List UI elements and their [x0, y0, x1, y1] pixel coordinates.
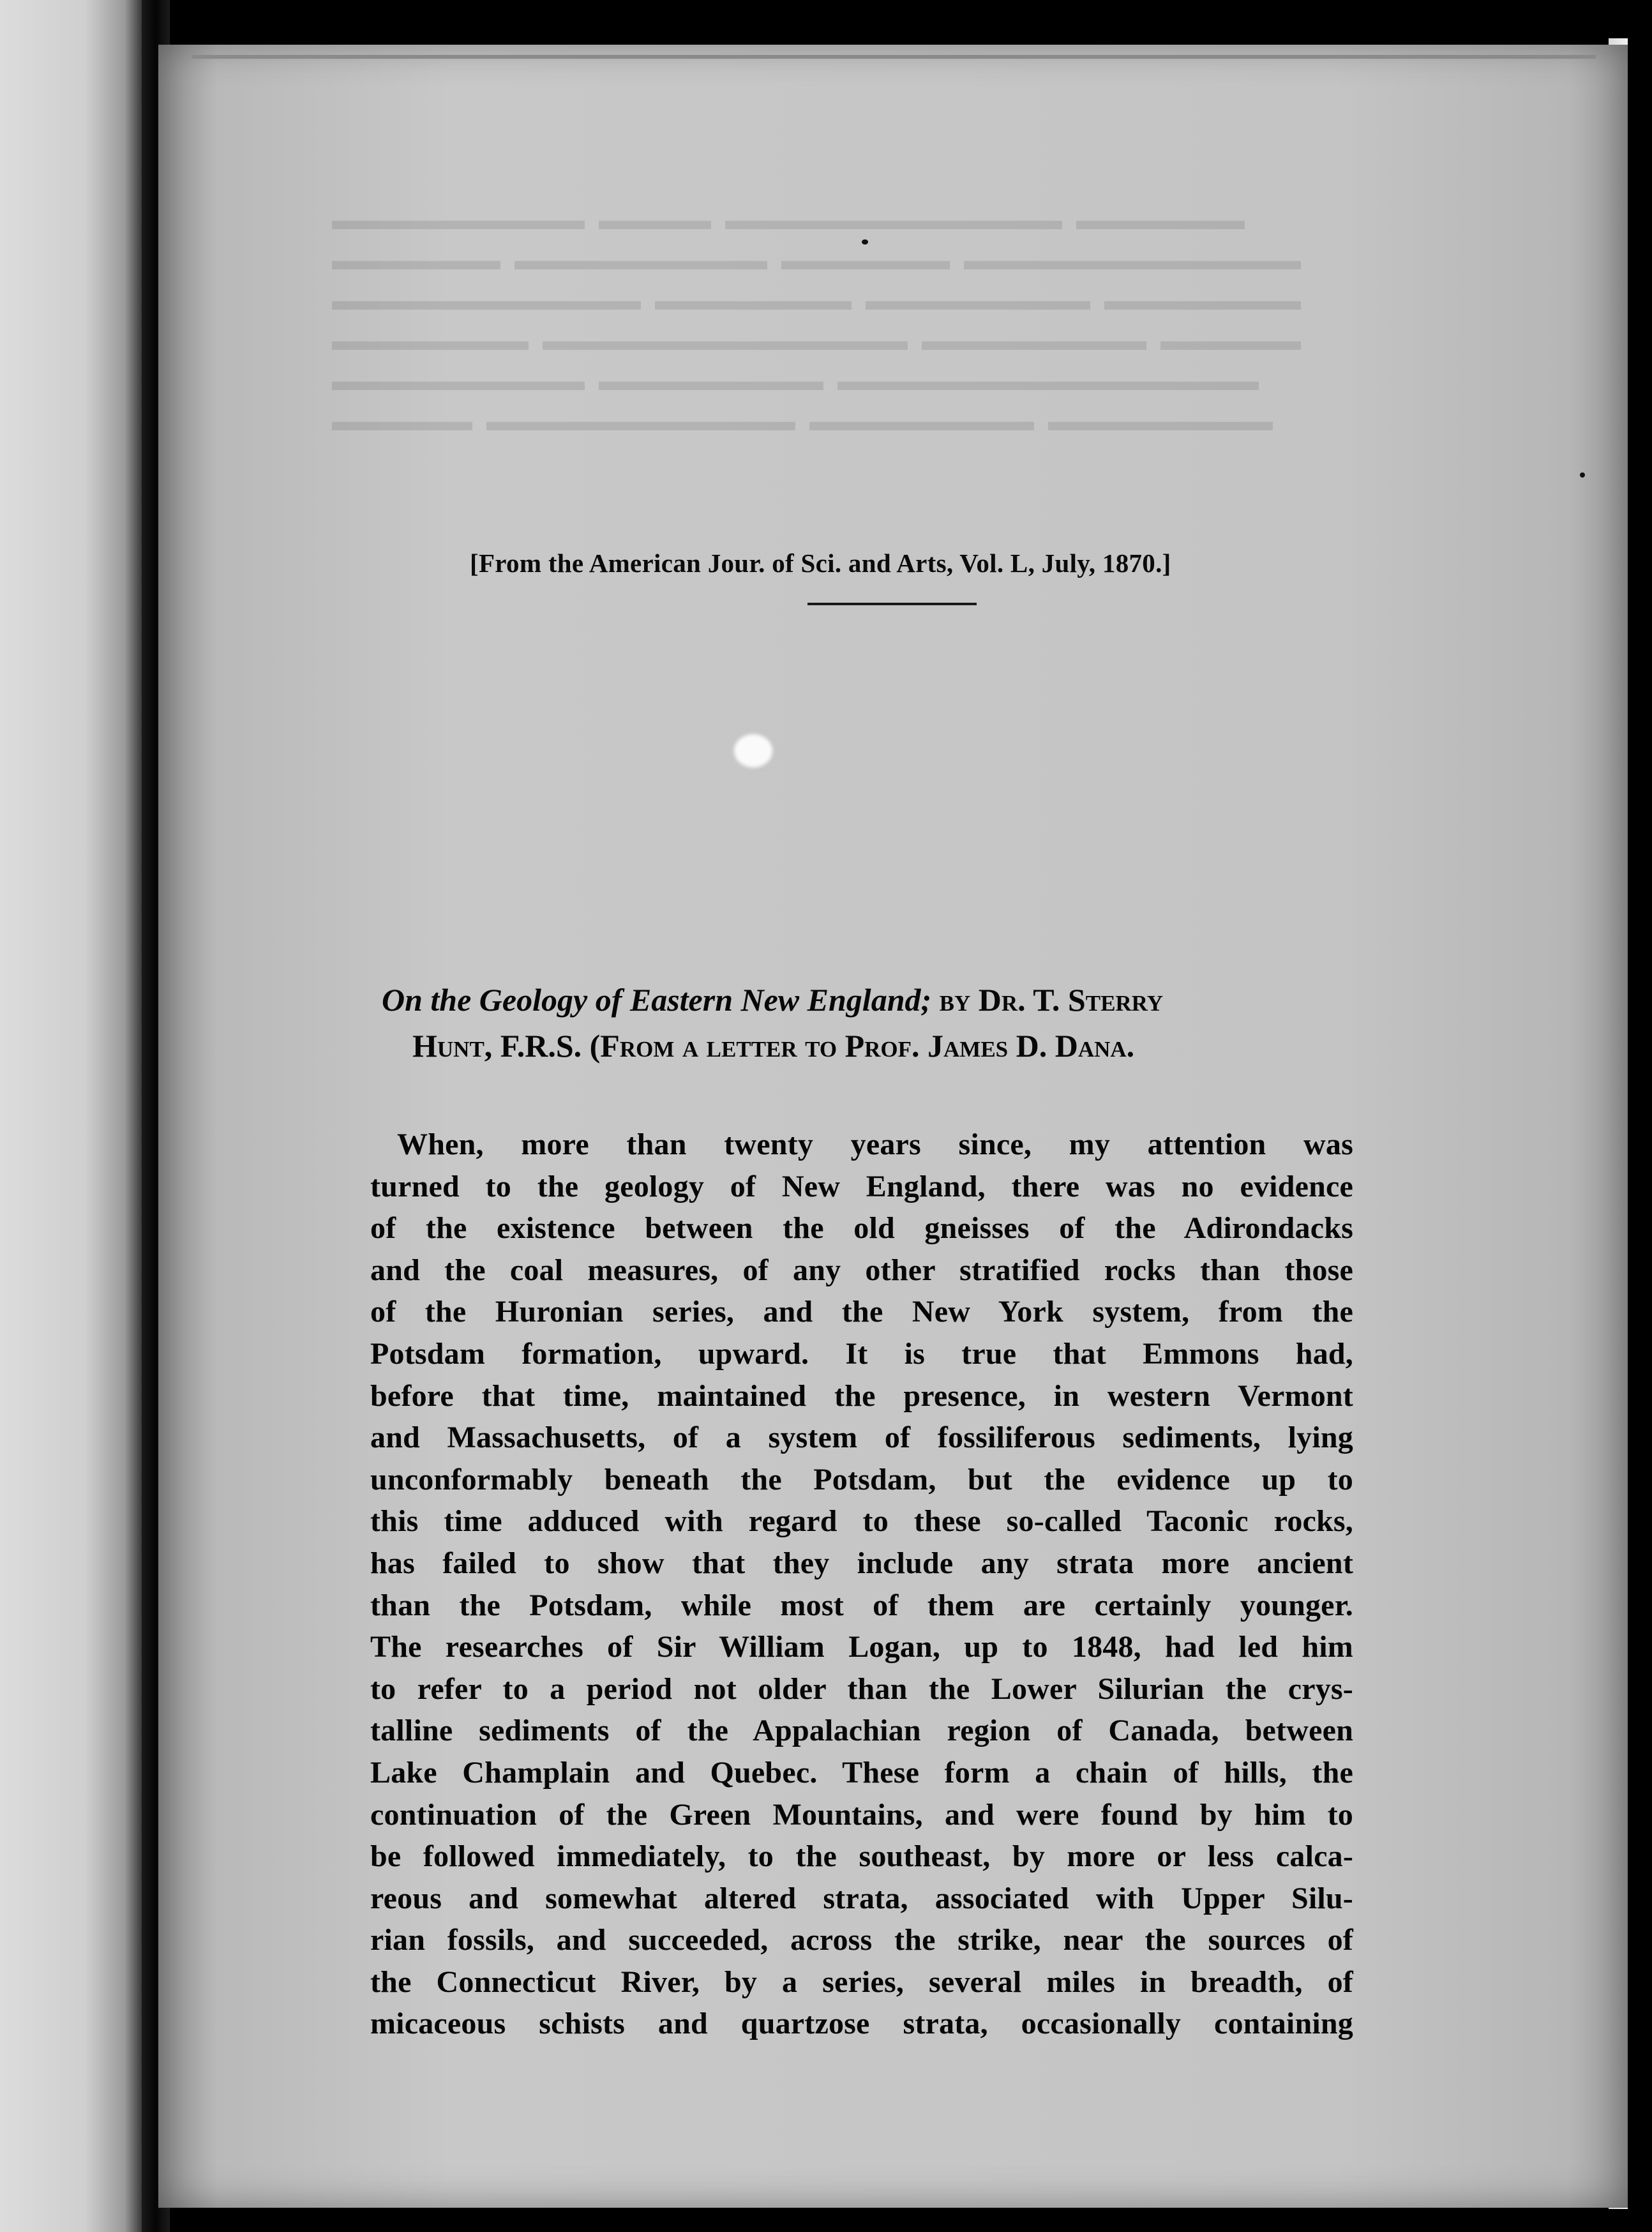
body-line: micaceous schists and quartzose strata, occasionally containing — [370, 2007, 1353, 2041]
body-line: of the Huronian series, and the New York system, from the — [370, 1295, 1353, 1329]
body-line: has failed to show that they include any strata more ancient — [370, 1546, 1353, 1580]
body-line: continuation of the Green Mountains, and were found by him to — [370, 1797, 1353, 1832]
article-title — [382, 977, 1365, 1069]
body-line: and Massachusetts, of a system of fossiliferous sediments, lying — [370, 1421, 1353, 1455]
body-line: The researches of Sir William Logan, up to 1848, had led him — [370, 1630, 1353, 1664]
title-byline: by Dr. T. Sterry — [939, 982, 1164, 1018]
body-line: and the coal measures, of any other stratified rocks than those — [370, 1253, 1353, 1287]
body-line: rian fossils, and succeeded, across the strike, near the sources of — [370, 1923, 1353, 1957]
body-line: be followed immediately, to the southeast, by more or less calca- — [370, 1839, 1353, 1874]
paper-smudge — [734, 734, 772, 767]
citation-underline — [807, 603, 977, 605]
title-line-1 — [382, 977, 1365, 1023]
ink-speck — [1580, 472, 1585, 478]
body-line: talline sediments of the Appalachian region of Canada, between — [370, 1714, 1353, 1748]
body-line: than the Potsdam, while most of them are certainly younger. — [370, 1588, 1353, 1622]
body-line: unconformably beneath the Potsdam, but the evidence up to — [370, 1462, 1353, 1497]
body-line: this time adduced with regard to these so-called Taconic rocks, — [370, 1504, 1353, 1539]
body-line: Lake Champlain and Quebec. These form a chain of hills, the — [370, 1755, 1353, 1790]
body-line: turned to the geology of New England, there was no evidence — [370, 1169, 1353, 1203]
article-body — [370, 1124, 1353, 2045]
body-line: of the existence between the old gneisses of the Adirondacks — [370, 1211, 1353, 1246]
title-italic: On the Geology of Eastern New England; — [382, 982, 932, 1018]
title-line-2: Hunt, F.R.S. (From a letter to Prof. James D. Dana. — [412, 1028, 1135, 1064]
body-line: When, more than twenty years since, my attention was — [397, 1127, 1353, 1161]
body-line: to refer to a period not older than the Lower Silurian the crys- — [370, 1671, 1353, 1706]
scan-top-rule — [191, 55, 1596, 59]
ink-speck — [862, 239, 868, 245]
body-line: Potsdam formation, upward. It is true that Emmons had, — [370, 1336, 1353, 1371]
body-line: the Connecticut River, by a series, several miles in breadth, of — [370, 1964, 1353, 1999]
body-line: before that time, maintained the presence, in western Vermont — [370, 1378, 1353, 1413]
body-line: reous and somewhat altered strata, associated with Upper Silu- — [370, 1881, 1353, 1915]
source-citation: [From the American Jour. of Sci. and Arts, Vol. L, July, 1870.] — [470, 548, 1171, 578]
left-page-edge — [0, 0, 142, 2232]
